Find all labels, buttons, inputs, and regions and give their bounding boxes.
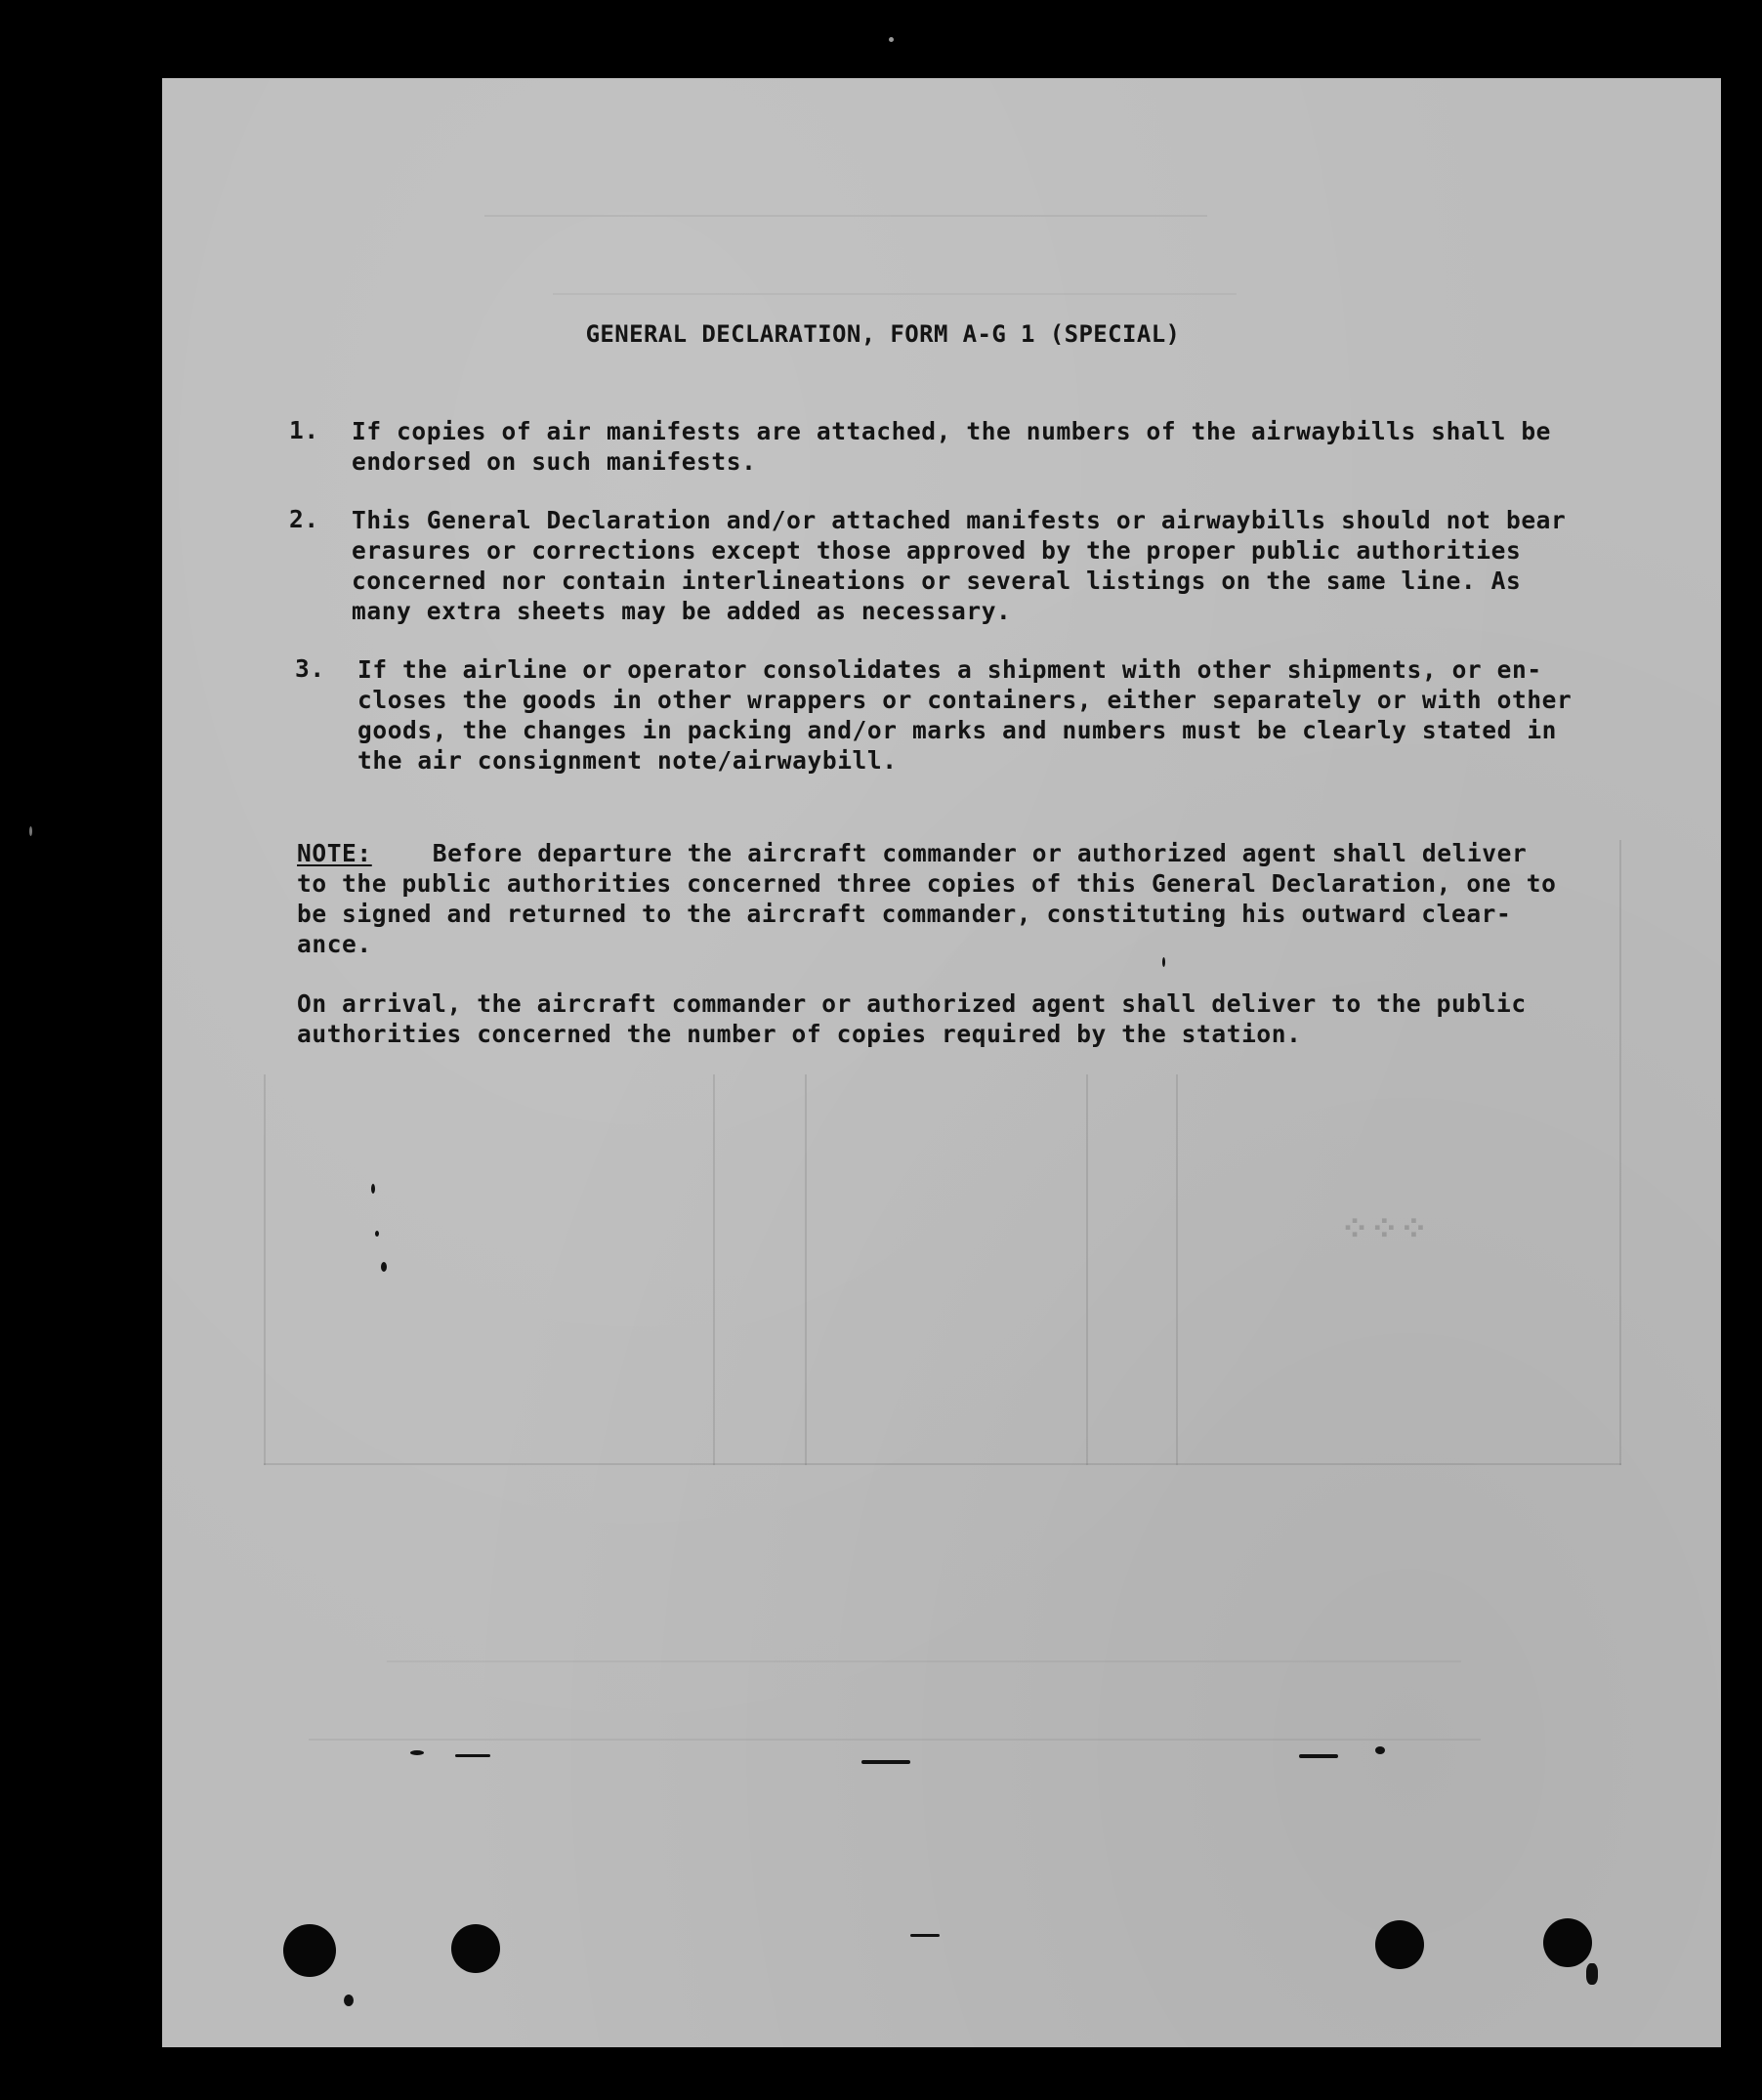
bleed-through-line [1176,1074,1178,1465]
punch-hole [451,1924,500,1973]
bleed-through-line [1619,840,1621,1465]
bleed-through-line [264,1074,266,1465]
item-text [352,505,1574,626]
dust-speck [375,1231,379,1237]
text-line: This General Declaration and/or attached manifests or airwaybills should not bear [352,506,1567,534]
item-number: 2. [289,505,319,533]
punch-hole [1543,1918,1592,1967]
dust-speck [344,1995,354,2006]
text-line: closes the goods in other wrappers or containers, either separately or with other [357,686,1573,714]
dust-speck [371,1184,375,1194]
dust-speck [861,1760,910,1764]
bleed-through-mark: ⁘⁘⁘ [1340,1209,1429,1249]
dust-speck [1299,1754,1338,1758]
bleed-through-line [805,1074,807,1465]
dust-speck [889,37,894,42]
punch-hole [1375,1920,1424,1969]
item-text [352,416,1574,477]
item-number: 3. [295,654,325,683]
dust-speck [29,826,32,836]
text-line: If the airline or operator consolidates a shipment with other shipments, or en- [357,655,1542,684]
text-line: If copies of air manifests are attached, the numbers of the airwaybills shall be [352,417,1552,445]
text-line: On arrival, the aircraft commander or authorized agent shall deliver to the public [297,989,1527,1018]
bleed-through-line [387,1660,1461,1662]
bleed-through-line [713,1074,715,1465]
note-label: NOTE: [297,839,372,867]
dust-speck [381,1262,387,1272]
dust-speck [1375,1746,1385,1754]
bleed-through-line [309,1739,1481,1741]
dust-speck [1162,957,1165,967]
item-number: 1. [289,416,319,444]
bleed-through-line [553,293,1237,295]
bleed-through-line [1086,1074,1088,1465]
dust-speck [910,1934,940,1937]
text-line: many extra sheets may be added as necessary. [352,597,1012,625]
form-title: GENERAL DECLARATION, FORM A-G 1 (SPECIAL) [585,320,1181,348]
punch-hole [283,1924,336,1977]
text-line: endorsed on such manifests. [352,447,757,476]
text-line: authorities concerned the number of copies required by the station. [297,1020,1302,1048]
bleed-through-line [484,215,1207,217]
item-text [357,654,1578,776]
text-line: to the public authorities concerned three copies of this General Declaration, one to [297,869,1557,898]
arrival-paragraph [297,988,1584,1049]
text-line: concerned nor contain interlineations or several listings on the same line. As [352,567,1522,595]
dust-speck [455,1754,490,1757]
note-paragraph [297,838,1584,959]
note-first-line: Before departure the aircraft commander or authorized agent shall deliver [432,839,1528,867]
bleed-through-line [264,1463,1621,1465]
text-line: erasures or corrections except those approved by the proper public authorities [352,536,1522,565]
text-line: ance. [297,930,372,958]
text-line: goods, the changes in packing and/or marks and numbers must be clearly stated in [357,716,1558,744]
dust-speck [410,1750,424,1755]
text-line: the air consignment note/airwaybill. [357,746,898,775]
text-line [297,838,1584,868]
dust-speck [1586,1963,1598,1985]
text-line: be signed and returned to the aircraft commander, constituting his outward clear- [297,900,1512,928]
document-page [162,78,1721,2047]
